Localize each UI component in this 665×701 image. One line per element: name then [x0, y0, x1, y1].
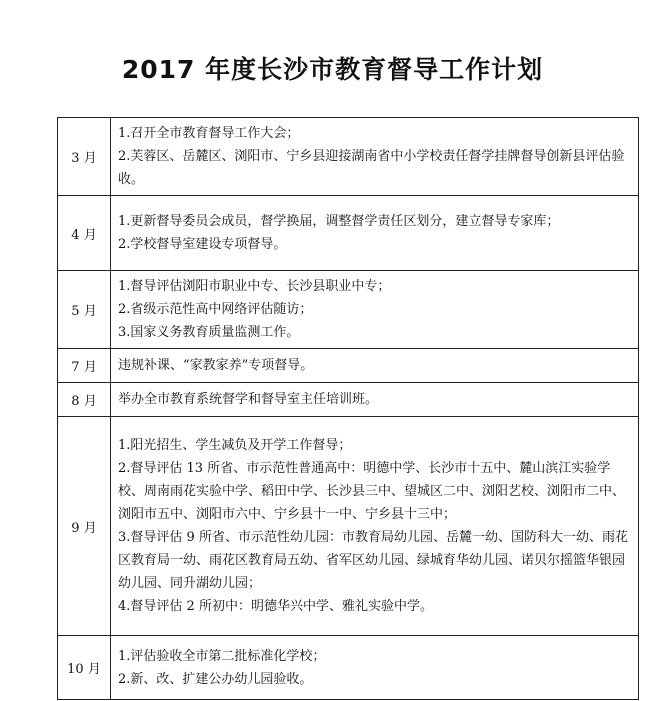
month-cell: 8 月	[58, 383, 111, 417]
page-title: 2017 年度长沙市教育督导工作计划	[121, 55, 544, 84]
task-item: 4.督导评估 2 所初中：明德华兴中学、雅礼实验中学。	[118, 599, 433, 614]
task-item: 2.芙蓉区、岳麓区、浏阳市、宁乡县迎接湖南省中小学校责任督学挂牌督导创新县评估验收。	[118, 149, 625, 187]
task-item: 1.更新督导委员会成员，督学换届，调整督学责任区划分，建立督导专家库；	[118, 214, 560, 229]
task-item: 1.督导评估浏阳市职业中专、长沙县职业中专；	[118, 279, 391, 294]
work-plan-table	[57, 117, 639, 700]
month-cell: 4 月	[58, 196, 111, 271]
task-cell	[111, 196, 639, 271]
task-item: 1.评估验收全市第二批标准化学校；	[118, 648, 326, 664]
table-row	[58, 636, 639, 700]
task-item: 1.召开全市教育督导工作大会；	[118, 126, 300, 141]
task-cell	[111, 349, 639, 383]
table-row	[58, 383, 639, 417]
task-item: 举办全市教育系统督学和督导室主任培训班。	[118, 392, 379, 407]
task-item: 3.督导评估 9 所省、市示范性幼儿园：市教育局幼儿园、岳麓一幼、国防科大一幼、雨花区教育局一幼、雨花区教育局五幼、省军区幼儿园、绿城育华幼儿园、诺贝尔摇篮华银园幼儿园、同升湖幼儿园；	[118, 530, 628, 591]
task-cell	[111, 636, 639, 700]
month-cell: 7 月	[58, 349, 111, 383]
month-cell: 9 月	[58, 417, 111, 636]
month-cell: 3 月	[58, 118, 111, 196]
table-row	[58, 417, 639, 636]
table-row	[58, 349, 639, 383]
task-cell	[111, 417, 639, 636]
task-item: 1.阳光招生、学生减负及开学工作督导；	[118, 438, 352, 453]
task-item: 2.省级示范性高中网络评估随访；	[118, 302, 313, 317]
month-cell: 5 月	[58, 271, 111, 349]
task-item: 2.督导评估 13 所省、市示范性普通高中：明德中学、长沙市十五中、麓山滨江实验学校、周南雨花实验中学、稻田中学、长沙县三中、望城区二中、浏阳艺校、浏阳市二中、浏阳市五中、浏阳市六中、宁乡县十一中、宁乡县十三中；	[118, 461, 626, 522]
table-row	[58, 271, 639, 349]
table-row	[58, 196, 639, 271]
task-cell	[111, 383, 639, 417]
table-row	[58, 118, 639, 196]
task-item: 违规补课、“家教家养”专项督导。	[118, 358, 314, 373]
task-cell	[111, 118, 639, 196]
task-item: 2.新、改、扩建公办幼儿园验收。	[118, 671, 313, 687]
work-plan-table-body	[58, 118, 639, 700]
task-item: 2.学校督导室建设专项督导。	[118, 237, 287, 252]
month-cell: 10 月	[58, 636, 111, 700]
task-cell	[111, 271, 639, 349]
task-item: 3.国家义务教育质量监测工作。	[118, 325, 300, 340]
